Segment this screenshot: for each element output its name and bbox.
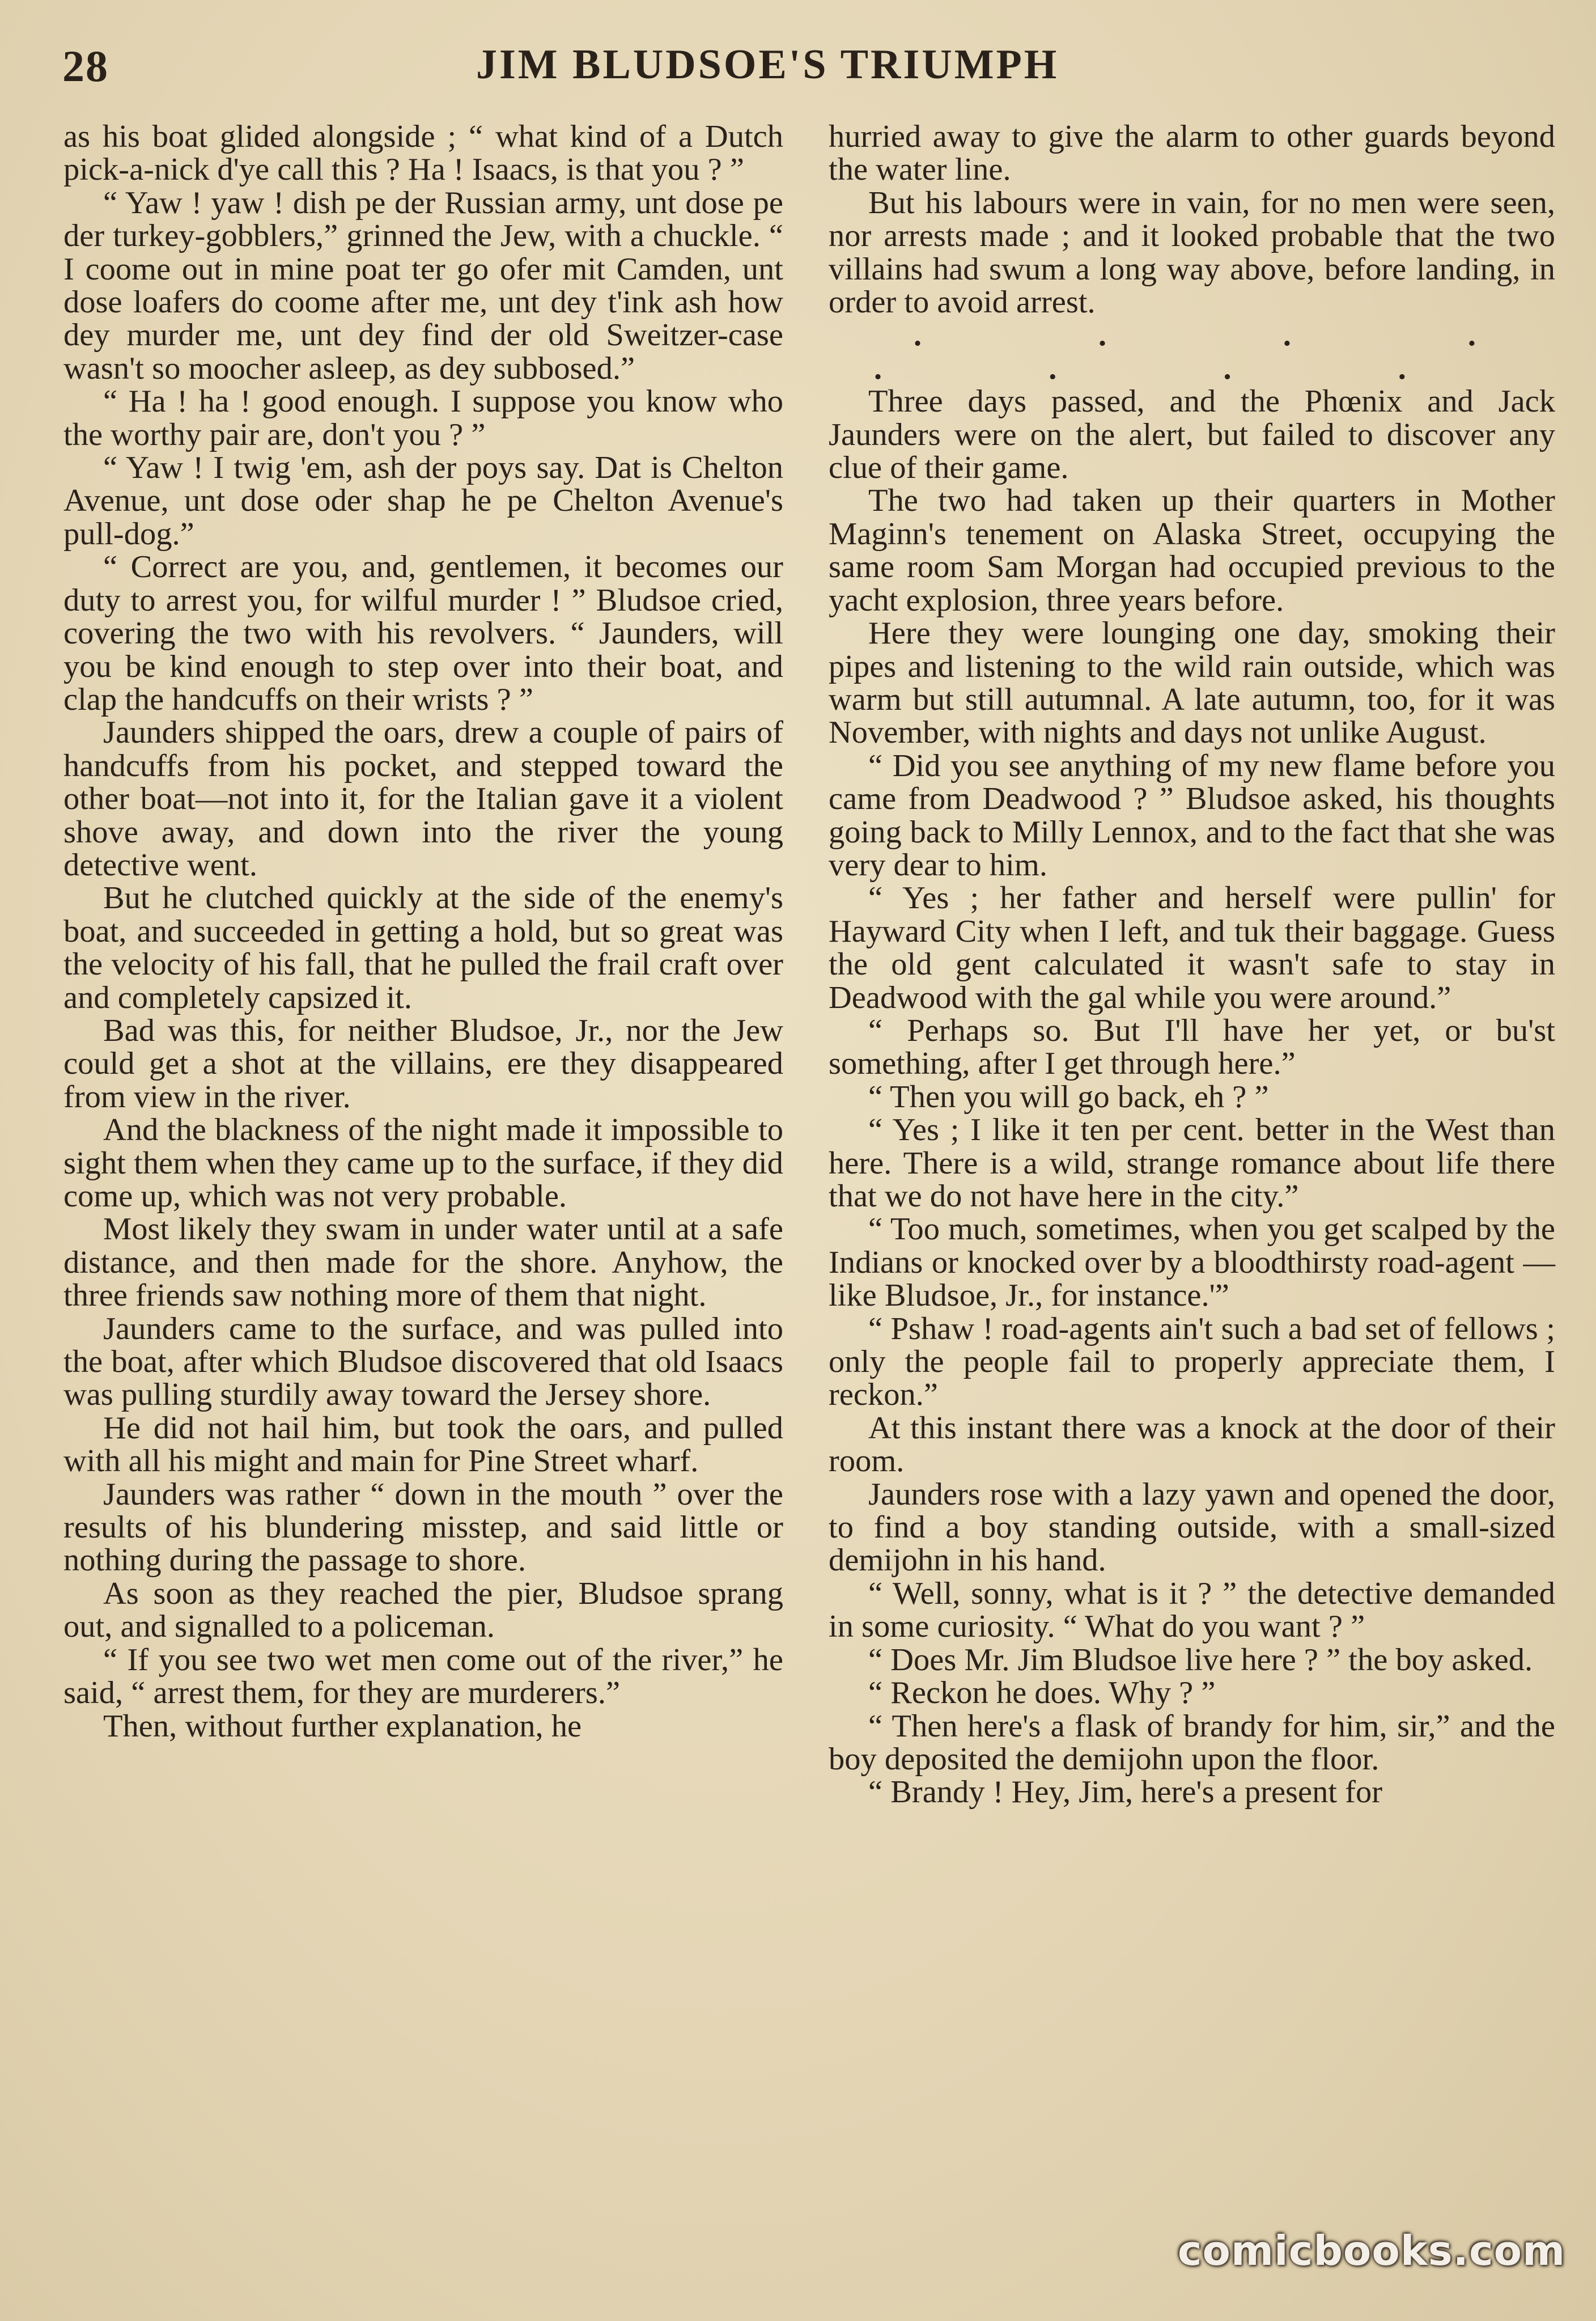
paragraph: “ Reckon he does. Why ? ”: [868, 1675, 1216, 1711]
paragraph: as his boat glided alongside ; “ what kind of a Dutch pick-a-nick d'ye call this ? Ha ! Isaacs, is that you ? ”: [63, 119, 783, 188]
section-break: . . . . . . . .: [874, 317, 1555, 386]
paragraph: Most likely they swam in under water until at a safe distance, and then made for the shore. Anyhow, the three friends saw nothing more of them that night.: [63, 1212, 783, 1314]
page-header: [62, 41, 1145, 98]
left-column: [63, 120, 783, 1743]
paragraph: He did not hail him, but took the oars, and pulled with all his might and main for Pine Street wharf.: [63, 1410, 783, 1479]
paragraph: Then, without further explanation, he: [103, 1708, 582, 1744]
paragraph: “ Does Mr. Jim Bludsoe live here ? ” the boy asked.: [868, 1642, 1533, 1678]
paragraph: “ Yaw ! yaw ! dish pe der Russian army, unt dose pe der turkey-gobblers,” grinned the Jew, with a chuckle. “ I coome out in mine poat ter go ofer mit Camden, unt dose loafers do coome after me, unt dey t'ink ash how dey murder me, unt dey find der old Sweitzer-case wasn't so moocher asleep, as dey subbosed.”: [63, 185, 783, 386]
watermark: comicbooks.com: [1177, 2227, 1566, 2275]
paragraph: At this instant there was a knock at the door of their room.: [829, 1410, 1555, 1479]
paragraph: Three days passed, and the Phœnix and Jack Jaunders were on the alert, but failed to discover any clue of their game.: [829, 384, 1555, 486]
paragraph: “ Yes ; her father and herself were pullin' for Hayward City when I left, and tuk their baggage. Guess the old gent calculated it wasn't safe to stay in Deadwood with the gal while you were around.”: [829, 880, 1555, 1015]
running-title: JIM BLUDSOE'S TRIUMPH: [476, 41, 1059, 88]
right-column: [829, 120, 1555, 1809]
paragraph: Jaunders rose with a lazy yawn and opened the door, to find a boy standing outside, with a small-sized demijohn in his hand.: [829, 1476, 1555, 1578]
page-number: 28: [62, 41, 109, 91]
paragraph: “ Pshaw ! road-agents ain't such a bad set of fellows ; only the people fail to properly appreciate them, I reckon.”: [829, 1311, 1555, 1413]
paragraph: As soon as they reached the pier, Bludsoe sprang out, and signalled to a policeman.: [63, 1575, 783, 1645]
paragraph: The two had taken up their quarters in Mother Maginn's tenement on Alaska Street, occupying the same room Sam Morgan had occupied previous to the yacht explosion, three years before.: [829, 483, 1555, 618]
paragraph: “ Then you will go back, eh ? ”: [868, 1079, 1269, 1115]
paragraph: “ Well, sonny, what is it ? ” the detective demanded in some curiosity. “ What do you want ? ”: [829, 1575, 1555, 1645]
paragraph: “ Perhaps so. But I'll have her yet, or bu'st something, after I get through here.”: [829, 1013, 1555, 1082]
paragraph: “ Ha ! ha ! good enough. I suppose you know who the worthy pair are, don't you ? ”: [63, 384, 783, 452]
paragraph: Bad was this, for neither Bludsoe, Jr., nor the Jew could get a shot at the villains, ere they disappeared from view in the river.: [63, 1013, 783, 1115]
paragraph: Jaunders came to the surface, and was pulled into the boat, after which Bludsoe discovered that old Isaacs was pulling sturdily away toward the Jersey shore.: [63, 1311, 783, 1413]
paragraph: Here they were lounging one day, smoking their pipes and listening to the wild rain outside, which was warm but still autumnal. A late autumn, too, for it was November, with nights and days not unlike August.: [829, 616, 1555, 751]
paragraph: hurried away to give the alarm to other guards beyond the water line.: [829, 119, 1555, 188]
paragraph: “ Brandy ! Hey, Jim, here's a present for: [868, 1774, 1383, 1810]
paragraph: Jaunders was rather “ down in the mouth ” over the results of his blundering misstep, and said little or nothing during the passage to shore.: [63, 1476, 783, 1578]
paragraph: And the blackness of the night made it impossible to sight them when they came up to the surface, if they did come up, which was not very probable.: [63, 1112, 783, 1214]
paragraph: Jaunders shipped the oars, drew a couple of pairs of handcuffs from his pocket, and stepped toward the other boat—not into it, for the Italian gave it a violent shove away, and down into the river the young detective went.: [63, 715, 783, 883]
paragraph: “ If you see two wet men come out of the river,” he said, “ arrest them, for they are murderers.”: [63, 1642, 783, 1711]
paragraph: “ Too much, sometimes, when you get scalped by the Indians or knocked over by a bloodthirsty road-agent — like Bludsoe, Jr., for instance.'”: [829, 1212, 1555, 1314]
paragraph: “ Yes ; I like it ten per cent. better in the West than here. There is a wild, strange romance about life there that we do not have here in the city.”: [829, 1112, 1555, 1214]
paragraph: “ Then here's a flask of brandy for him, sir,” and the boy deposited the demijohn upon the floor.: [829, 1708, 1555, 1777]
paragraph: “ Did you see anything of my new flame before you came from Deadwood ? ” Bludsoe asked, his thoughts going back to Milly Lennox, and to the fact that she was very dear to him.: [829, 748, 1555, 883]
paragraph: But he clutched quickly at the side of the enemy's boat, and succeeded in getting a hold, but so great was the velocity of his fall, that he pulled the frail craft over and completely capsized it.: [63, 880, 783, 1015]
paragraph: “ Yaw ! I twig 'em, ash der poys say. Dat is Chelton Avenue, unt dose oder shap he pe Chelton Avenue's pull-dog.”: [63, 450, 783, 552]
paragraph: “ Correct are you, and, gentlemen, it becomes our duty to arrest you, for wilful murder ! ” Bludsoe cried, covering the two with his revolvers. “ Jaunders, will you be kind enough to step over into their boat, and clap the handcuffs on their wrists ? ”: [63, 549, 783, 717]
paragraph: But his labours were in vain, for no men were seen, nor arrests made ; and it looked probable that the two villains had swum a long way above, before landing, in order to avoid arrest.: [829, 185, 1555, 320]
